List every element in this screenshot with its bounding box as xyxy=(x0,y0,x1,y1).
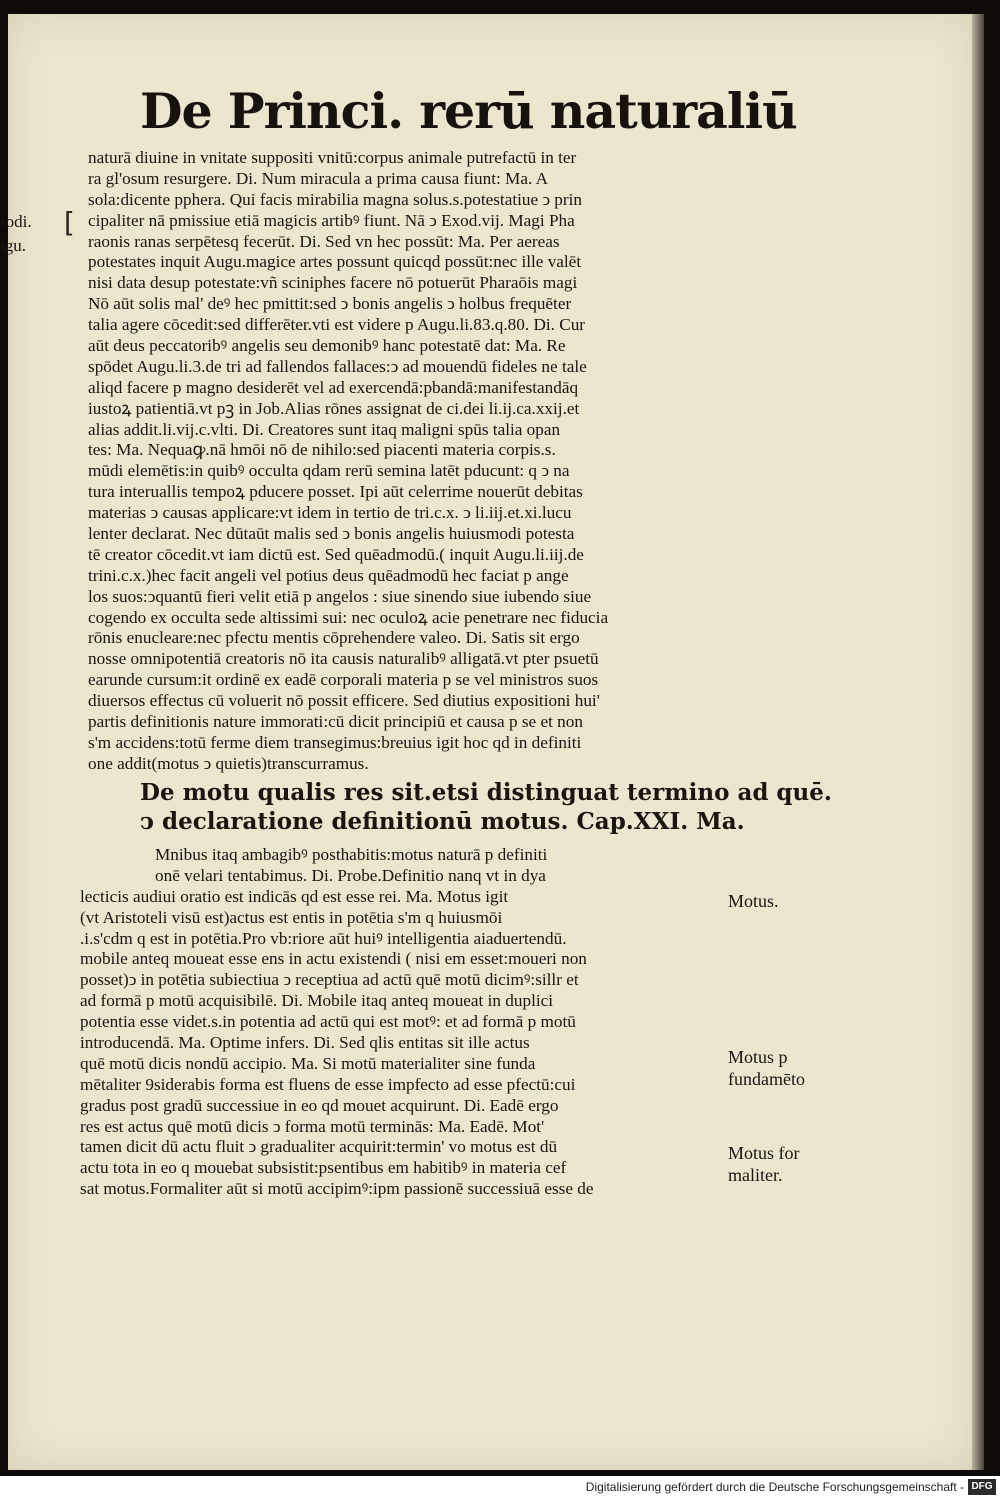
body-line: Nō aūt solis mal' deꝰ hec pmittit:sed ↄ bonis angelis ↄ holbus frequēter xyxy=(88,294,572,314)
body-line: tura interuallis tempoꝝ pducere posset. Ipi aūt celerrime nouerūt debitas xyxy=(88,482,583,502)
body-line: (vt Aristoteli visū est)actus est entis in potētia s'm q huiusmōi xyxy=(80,907,503,927)
body-line: quē motū dicis nondū accipio. Ma. Si motū materialiter sine funda xyxy=(80,1053,536,1073)
body-line: materias ↄ causas applicare:vt idem in tertio de tri.c.x. ↄ li.iij.et.xi.lucu xyxy=(88,503,572,523)
body-line: .i.s'cdm q est in potētia.Pro vb:riore aūt huiꝰ intelligentia aiaduertendū. xyxy=(80,928,567,948)
body-line: nisi data desup potestate:vñ sciniphes facere nō potuerūt Pharaōis magi xyxy=(88,273,578,293)
body-line: mobile anteq moueat esse ens in actu existendi ( nisi em esset:moueri non xyxy=(80,949,587,969)
body-line: onē velari tentabimus. Di. Probe.Definitio nanq vt in dya xyxy=(155,865,546,885)
chapter-heading-line: De motu qualis res sit.etsi distinguat termino ad quē. xyxy=(140,779,832,806)
body-line: mētaliter 9siderabis forma est fluens de esse impfecto ad esse pfectū:cui xyxy=(80,1074,576,1094)
margin-bracket-mark: [ xyxy=(60,206,77,239)
body-line: gradus post gradū successiue in eo qd mouet acquirunt. Di. Eadē ergo xyxy=(80,1095,559,1115)
body-line: potestates inquit Augu.magice artes possunt quicqd possūt:nec ille valēt xyxy=(88,252,582,272)
left-margin-line: igu. xyxy=(0,236,26,255)
body-line: sat motus.Formaliter aūt si motū accipimꝰ:ipm passionē successiuā esse de xyxy=(80,1179,594,1199)
body-line: talia agere cōcedit:sed differēter.vti est videre p Augu.li.83.q.80. Di. Cur xyxy=(88,315,586,335)
page-edge xyxy=(972,14,984,1470)
left-margin-line: rodi. xyxy=(0,212,32,231)
body-line: nosse omnipotentiā creatoris nō ita causis naturalibꝰ alligatā.vt pter psuetū xyxy=(88,649,599,669)
body-line: res est actus quē motū dicis ↄ forma motū terminās: Ma. Eadē. Mot' xyxy=(80,1116,545,1136)
left-margin-note xyxy=(0,210,50,258)
margin-note-line: Motus p xyxy=(728,1047,788,1067)
margin-note-line: maliter. xyxy=(728,1165,783,1185)
margin-note-line: Motus for xyxy=(728,1143,800,1163)
body-text-block xyxy=(88,148,740,775)
body-line: raonis ranas serpētesq fecerūt. Di. Sed vn hec possūt: Ma. Per aereas xyxy=(88,231,560,251)
chapter-heading xyxy=(140,778,832,836)
body-line: earunde cursum:it ordinē ex eadē corporali materia p se vel ministros suos xyxy=(88,670,599,690)
body-line: naturā diuine in vnitate suppositi vnitū:corpus animale putrefactū in ter xyxy=(88,148,577,167)
body-line: sola:dicente pphera. Qui facis mirabilia magna solus.s.potestatiue ↄ prin xyxy=(88,189,582,209)
footer-credit: Digitalisierung gefördert durch die Deutsche Forschungsgemeinschaft - xyxy=(585,1480,964,1494)
running-head: De Princi. rerū naturaliū xyxy=(140,82,797,140)
body-line: los suos:ↄquantū fieri velit etiā p angelos : siue sinendo siue iubendo siue xyxy=(88,586,592,606)
body-line: ra gl'osum resurgere. Di. Num miracula a prima causa fiunt: Ma. A xyxy=(88,168,549,188)
dfg-logo: DFG xyxy=(968,1479,996,1495)
chapter-heading-line: ↄ declaratione definitionū motus. Cap.XXI. Ma. xyxy=(140,808,745,835)
body-line: alias addit.li.vij.c.vlti. Di. Creatores sunt itaq maligni spūs talia opan xyxy=(88,419,561,439)
body-line: lecticis audiui oratio est indicās qd est esse rei. Ma. Motus igit xyxy=(80,886,509,906)
margin-note-line: Motus. xyxy=(728,891,779,911)
body-line: cogendo ex occulta sede altissimi sui: nec oculoꝝ acie penetrare nec fiducia xyxy=(88,607,609,627)
body-line: tē creator cōcedit.vt iam dictū est. Sed quēadmodū.( inquit Augu.li.iij.de xyxy=(88,544,584,564)
body-line: rōnis enucleare:nec pfectu mentis cōprehendere valeo. Di. Satis sit ergo xyxy=(88,628,580,648)
body-line: lenter declarat. Nec dūtaūt malis sed ↄ bonis angelis huiusmodi potesta xyxy=(88,524,575,544)
body-line: aliqd facere p magno desiderēt vel ad exercendā:pbandā:manifestandāq xyxy=(88,377,579,397)
body-line: one addit(motus ↄ quietis)transcurramus. xyxy=(88,753,369,773)
body-line: potentia esse videt.s.in potentia ad actū qui est motꝰ: et ad formā p motū xyxy=(80,1012,576,1032)
margin-note-motus xyxy=(728,890,838,912)
body-text-block-2 xyxy=(80,845,720,1200)
body-line: actu tota in eo q mouebat subsistit:psentibus em habitibꝰ in materia cef xyxy=(80,1158,567,1178)
body-line: tes: Ma. Nequaꝙ.nā hmōi nō de nihilo:sed piacenti materia corpis.s. xyxy=(88,440,556,460)
body-line: tamen dicit dū actu fluit ↄ gradualiter acquirit:termin' vo motus est dū xyxy=(80,1137,558,1157)
body-line: s'm accidens:totū ferme diem transegimus:breuius igit hoc qd in definiti xyxy=(88,732,582,752)
body-line: ad formā p motū acquisibilē. Di. Mobile itaq anteq moueat in duplici xyxy=(80,991,554,1011)
margin-note-motus-fundamento xyxy=(728,1046,838,1090)
body-line: posset)ↄ in potētia subiectiua ↄ receptiua ad actū quē motū dicimꝰ:sillr et xyxy=(80,970,579,990)
body-line: partis definitionis nature immorati:cū dicit principiū et causa p se et non xyxy=(88,712,583,732)
body-line: mūdi elemētis:in quibꝰ occulta qdam rerū semina latēt pducunt: q ↄ na xyxy=(88,461,570,481)
body-line: iustoꝝ patientiā.vt pꝫ in Job.Alias rōnes assignat de ci.dei li.ij.ca.xxij.et xyxy=(88,398,580,418)
body-line: trini.c.x.)hec facit angeli vel potius deus quēadmodū hec faciat p ange xyxy=(88,565,569,585)
margin-note-line: fundamēto xyxy=(728,1069,805,1089)
footer-bar xyxy=(0,1476,1000,1500)
body-line: introducendā. Ma. Optime infers. Di. Sed qlis entitas sit ille actus xyxy=(80,1033,530,1053)
body-line: Mnibus itaq ambagibꝰ posthabitis:motus naturā p definiti xyxy=(155,845,548,864)
body-line: spōdet Augu.li.3.de tri ad fallendos fallaces:ↄ ad mouendū fideles ne tale xyxy=(88,356,587,376)
body-line: cipaliter nā pmissiue etiā magicis artibꝰ fiunt. Nā ↄ Exod.vij. Magi Pha xyxy=(88,210,575,230)
margin-note-motus-formaliter xyxy=(728,1142,838,1186)
body-line: aūt deus peccatoribꝰ angelis seu demonibꝰ hanc potestatē dat: Ma. Re xyxy=(88,336,566,356)
body-line: diuersos effectus cū voluerit nō possit efficere. Sed diutius expositioni hui' xyxy=(88,691,600,711)
